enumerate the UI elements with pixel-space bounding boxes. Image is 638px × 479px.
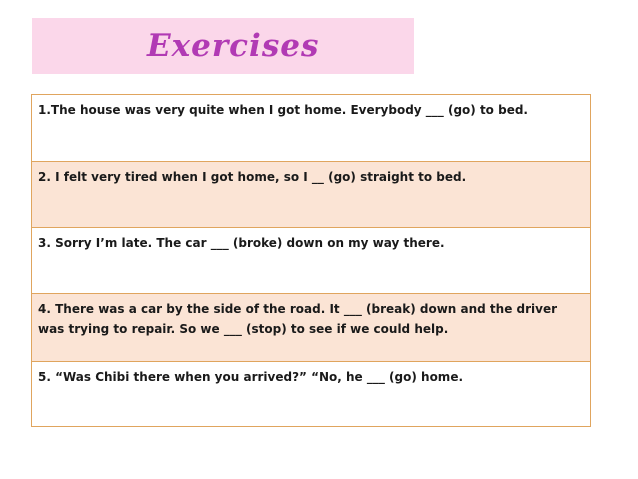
exercise-text-3: 3. Sorry I’m late. The car ___ (broke) down on my way there. <box>32 228 591 294</box>
exercise-table <box>31 94 591 427</box>
exercise-text-1: 1.The house was very quite when I got home. Everybody ___ (go) to bed. <box>32 95 591 162</box>
exercise-row-5 <box>32 362 591 427</box>
exercise-row-1 <box>32 95 591 162</box>
exercise-row-2 <box>32 162 591 228</box>
title-banner <box>32 18 414 74</box>
exercise-row-4 <box>32 294 591 362</box>
page-title: Exercises <box>147 28 320 64</box>
exercise-text-5: 5. “Was Chibi there when you arrived?” “No, he ___ (go) home. <box>32 362 591 427</box>
exercise-text-2: 2. I felt very tired when I got home, so I __ (go) straight to bed. <box>32 162 591 228</box>
exercise-text-4: 4. There was a car by the side of the road. It ___ (break) down and the driver was trying to repair. So we ___ (stop) to see if we could help. <box>32 294 591 362</box>
exercise-row-3 <box>32 228 591 294</box>
